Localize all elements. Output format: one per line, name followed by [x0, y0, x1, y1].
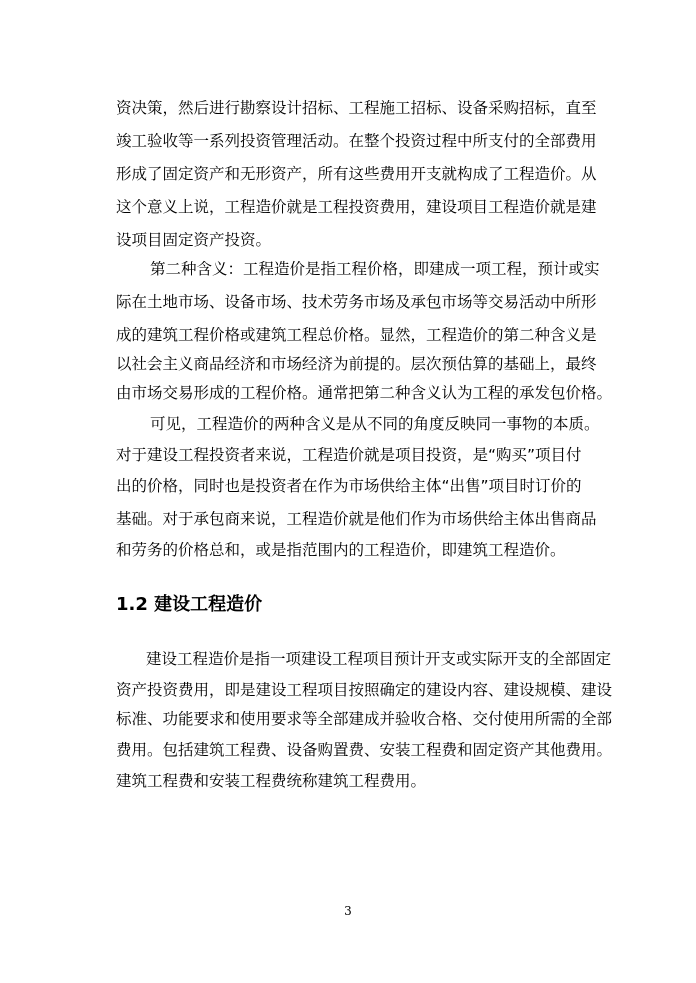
- paragraph-line: 以社会主义商品经济和市场经济为前提的。层次预估算的基础上，最终: [116, 355, 597, 373]
- paragraph-line: 标准、功能要求和使用要求等全部建成并验收合格、交付使用所需的全部: [116, 710, 613, 728]
- paragraph-line: 建筑工程费和安装工程费统称建筑工程费用。: [116, 772, 427, 790]
- paragraph-line: 费用。包括建筑工程费、设备购置费、安装工程费和固定资产其他费用。: [116, 741, 613, 759]
- paragraph-line: 设项目固定资产投资。: [116, 231, 272, 249]
- paragraph-line: 对于建设工程投资者来说，工程造价就是项目投资，是“购买”项目付: [116, 446, 582, 464]
- page-number: 3: [344, 904, 352, 918]
- paragraph-line: 成的建筑工程价格或建筑工程总价格。显然，工程造价的第二种含义是: [116, 326, 597, 344]
- paragraph-line: 竣工验收等一系列投资管理活动。在整个投资过程中所支付的全部费用: [116, 132, 597, 150]
- paragraph-line: 资决策，然后进行勘察设计招标、工程施工招标、设备采购招标，直至: [116, 99, 597, 117]
- paragraph-line: 资产投资费用，即是建设工程项目按照确定的建设内容、建设规模、建设: [116, 681, 613, 699]
- paragraph-line: 第二种含义：工程造价是指工程价格，即建成一项工程，预计或实: [150, 260, 600, 278]
- paragraph-line: 出的价格，同时也是投资者在作为市场供给主体“出售”项目时订价的: [116, 477, 582, 495]
- section-heading: 1.2 建设工程造价: [116, 594, 263, 615]
- paragraph-line: 由市场交易形成的工程价格。通常把第二种含义认为工程的承发包价格。: [116, 384, 613, 402]
- paragraph-line: 建设工程造价是指一项建设工程项目预计开支或实际开支的全部固定: [146, 650, 612, 668]
- paragraph-line: 基础。对于承包商来说，工程造价就是他们作为市场供给主体出售商品: [116, 510, 597, 528]
- paragraph-line: 际在土地市场、设备市场、技术劳务市场及承包市场等交易活动中所形: [116, 293, 597, 311]
- paragraph-line: 可见，工程造价的两种含义是从不同的角度反映同一事物的本质。: [150, 415, 600, 433]
- paragraph-line: 形成了固定资产和无形资产，所有这些费用开支就构成了工程造价。从: [116, 165, 597, 183]
- paragraph-line: 和劳务的价格总和，或是指范围内的工程造价，即建筑工程造价。: [116, 541, 566, 559]
- paragraph-line: 这个意义上说，工程造价就是工程投资费用，建设项目工程造价就是建: [116, 198, 597, 216]
